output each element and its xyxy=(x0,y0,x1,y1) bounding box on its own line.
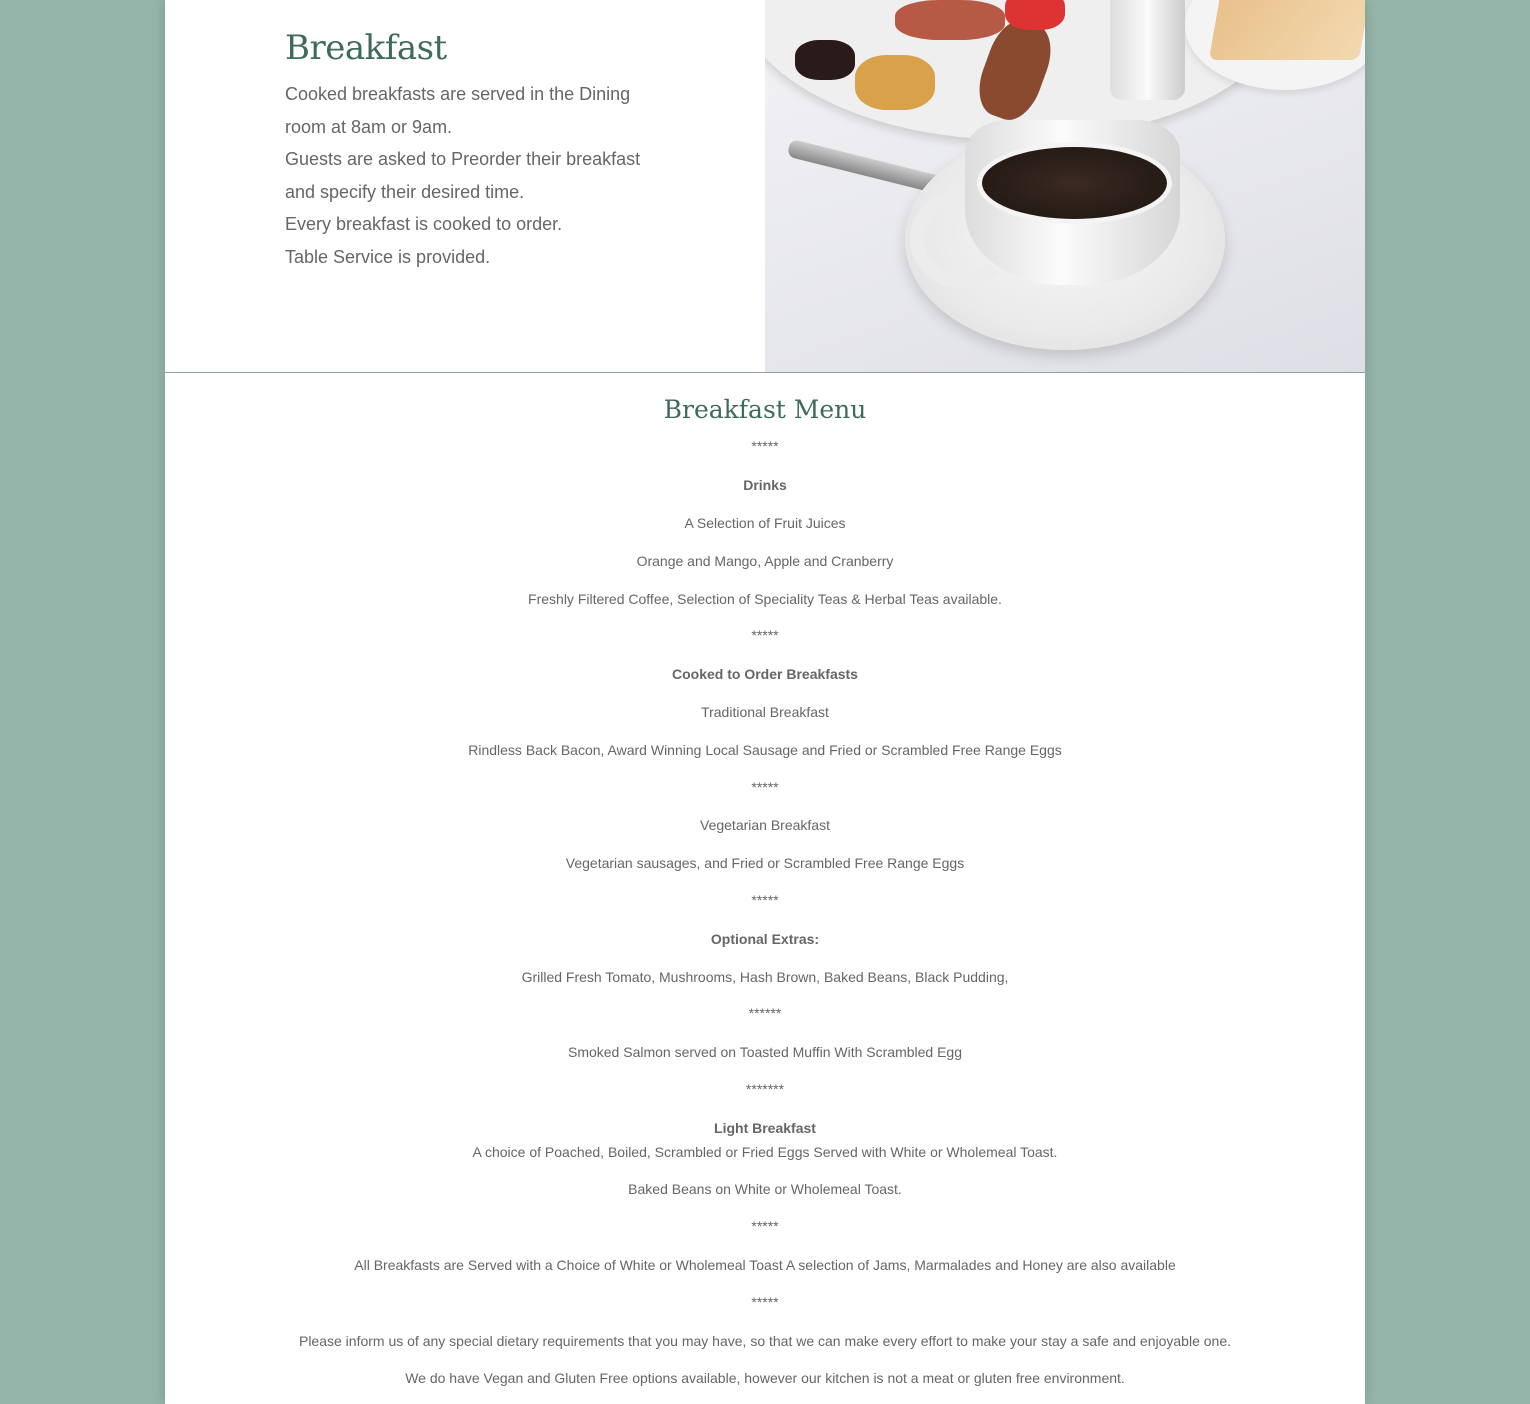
menu-note: All Breakfasts are Served with a Choice of White or Wholemeal Toast A selection of Jams, Marmalades and Honey are also available xyxy=(354,1257,1176,1273)
separator: ****** xyxy=(748,1005,782,1021)
menu-item: Baked Beans on White or Wholemeal Toast. xyxy=(628,1181,902,1197)
separator: ******* xyxy=(745,1081,785,1097)
coffee-image xyxy=(977,142,1172,224)
page-content xyxy=(165,0,1365,1404)
intro-paragraph: Table Service is provided. xyxy=(285,246,491,267)
separator: ***** xyxy=(751,438,779,454)
page-title: Breakfast xyxy=(285,28,447,68)
breakfast-intro xyxy=(285,78,665,273)
menu-item: Orange and Mango, Apple and Cranberry xyxy=(636,553,894,569)
menu-item: Grilled Fresh Tomato, Mushrooms, Hash Brown, Baked Beans, Black Pudding, xyxy=(521,969,1009,985)
section-heading-extras: Optional Extras: xyxy=(710,931,820,947)
menu-item: A Selection of Fruit Juices xyxy=(684,515,846,531)
menu-item: Vegetarian Breakfast xyxy=(700,817,830,833)
menu-item: Vegetarian sausages, and Fried or Scrambled Free Range Eggs xyxy=(565,855,965,871)
menu-item: Freshly Filtered Coffee, Selection of Speciality Teas & Herbal Teas available. xyxy=(528,591,1002,607)
menu-item: A choice of Poached, Boiled, Scrambled or Fried Eggs Served with White or Wholemeal Toast. xyxy=(472,1144,1058,1160)
dietary-note: We do have Vegan and Gluten Free options available, however our kitchen is not a meat or gluten free environment. xyxy=(405,1370,1125,1386)
separator: ***** xyxy=(751,779,779,795)
shaker-image xyxy=(1110,0,1185,100)
section-heading-drinks: Drinks xyxy=(743,477,787,493)
menu-item: Smoked Salmon served on Toasted Muffin With Scrambled Egg xyxy=(567,1044,963,1060)
intro-paragraph: Every breakfast is cooked to order. xyxy=(285,214,563,234)
menu-item: Rindless Back Bacon, Award Winning Local Sausage and Fried or Scrambled Free Range Eggs xyxy=(468,742,1062,758)
menu-title: Breakfast Menu xyxy=(663,395,867,424)
intro-paragraph: Cooked breakfasts are served in the Dining room at 8am or 9am. xyxy=(285,84,631,137)
separator: ***** xyxy=(751,892,779,908)
separator: ***** xyxy=(751,627,779,643)
intro-paragraph: Guests are asked to Preorder their breakfast and specify their desired time. xyxy=(285,149,641,202)
section-heading-cooked: Cooked to Order Breakfasts xyxy=(672,666,858,682)
section-heading-light: Light Breakfast xyxy=(714,1120,816,1136)
breakfast-hero-section xyxy=(165,0,1365,373)
menu-item: Traditional Breakfast xyxy=(701,704,829,720)
separator: ***** xyxy=(751,1294,779,1310)
separator: ***** xyxy=(751,1218,779,1234)
dietary-note: Please inform us of any special dietary requirements that you may have, so that we can make every effort to make your stay a safe and enjoyable one. xyxy=(298,1333,1232,1349)
breakfast-photo xyxy=(765,0,1365,372)
